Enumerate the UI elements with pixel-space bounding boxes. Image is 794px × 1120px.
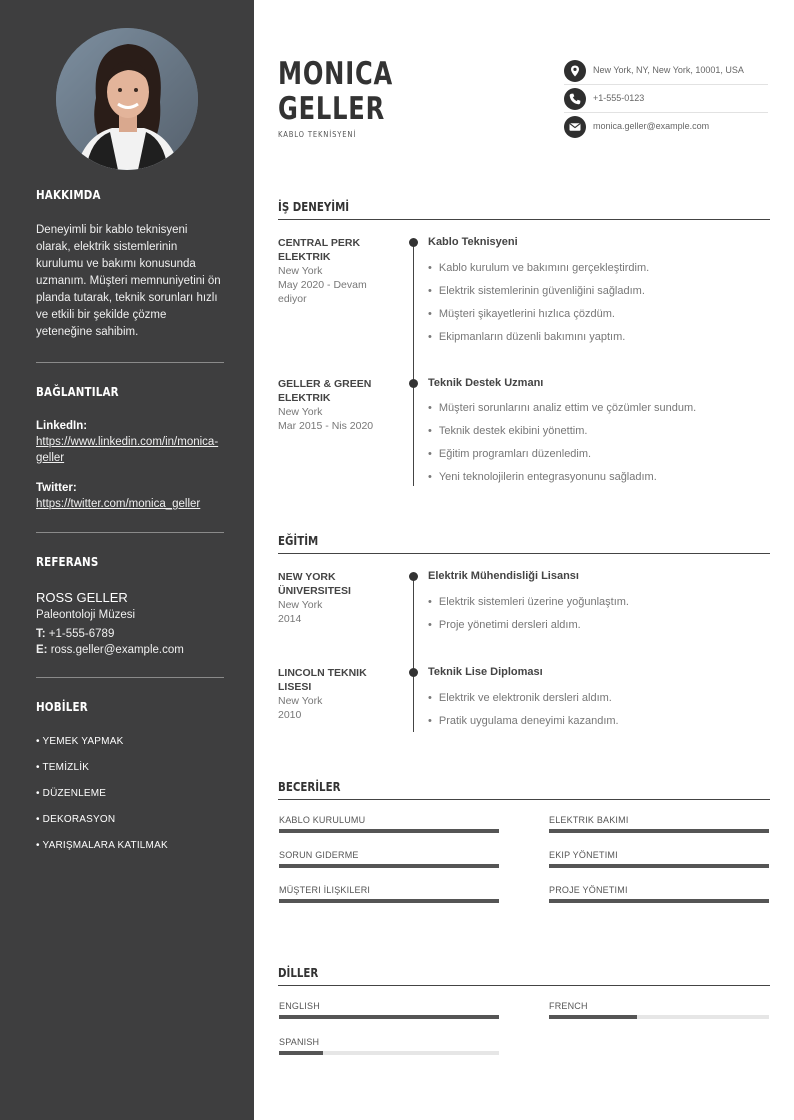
- skill-bar: [279, 899, 499, 903]
- contact-phone-row: [564, 87, 768, 113]
- envelope-icon: [564, 116, 586, 138]
- skill-bar: [549, 864, 769, 868]
- org-name: CENTRAL PERK ELEKTRIK: [278, 237, 361, 263]
- experience-bullet: • Kablo kurulum ve bakımını gerçekleştirdim.: [428, 262, 649, 274]
- language-bar-fill: [279, 1015, 499, 1019]
- language-bar: [549, 1015, 769, 1019]
- experience-role: Teknik Destek Uzmanı: [428, 377, 544, 389]
- hobby-item: • YARIŞMALARA KATILMAK: [36, 840, 168, 851]
- divider: [36, 362, 224, 363]
- experience-bullet: • Teknik destek ekibini yönettim.: [428, 425, 587, 437]
- hobby-item: • YEMEK YAPMAK: [36, 736, 124, 747]
- experience-role: Kablo Teknisyeni: [428, 236, 518, 248]
- timeline-dot: [409, 379, 418, 388]
- language-bar-fill: [549, 1015, 637, 1019]
- experience-bullet: • Müşteri şikayetlerini hızlıca çözdüm.: [428, 308, 615, 320]
- links-section: [36, 385, 224, 512]
- contact-email-row: [564, 115, 768, 141]
- about-title: HAKKIMDA: [36, 188, 101, 202]
- hobbies-title: HOBİLER: [36, 700, 88, 714]
- org-name: NEW YORK ÜNIVERSITESI: [278, 571, 351, 597]
- skill-bar: [279, 864, 499, 868]
- contact-address-row: [564, 59, 768, 85]
- org-dates: 2010: [278, 709, 302, 721]
- linkedin-link-block: [36, 420, 224, 466]
- reference-email-label: E:: [36, 644, 48, 656]
- skill-bar: [279, 829, 499, 833]
- job-title: KABLO TEKNİSYENİ: [278, 130, 357, 139]
- skill-label: PROJE YÖNETIMI: [549, 885, 628, 895]
- contact-email: monica.geller@example.com: [593, 121, 710, 131]
- skill-bar-fill: [279, 899, 499, 903]
- language-label: ENGLISH: [279, 1001, 320, 1011]
- divider: [36, 532, 224, 533]
- languages-title: DİLLER: [278, 965, 319, 980]
- language-label: FRENCH: [549, 1001, 588, 1011]
- education-org: [278, 667, 388, 722]
- hobbies-section: [36, 700, 224, 714]
- language-bar-fill: [279, 1051, 323, 1055]
- experience-bullet: • Ekipmanların düzenli bakımını yaptım.: [428, 331, 625, 343]
- sidebar: [0, 0, 254, 1120]
- education-bullet: • Proje yönetimi dersleri aldım.: [428, 619, 581, 631]
- twitter-link-block: [36, 482, 224, 512]
- reference-org: Paleontoloji Müzesi: [36, 609, 136, 621]
- skill-bar-fill: [549, 864, 769, 868]
- linkedin-link[interactable]: https://www.linkedin.com/in/monica-geller: [36, 436, 219, 464]
- reference-email-value: ross.geller@example.com: [50, 644, 184, 656]
- timeline-dot: [409, 668, 418, 677]
- contact-phone: +1-555-0123: [593, 93, 645, 103]
- skill-label: EKIP YÖNETIMI: [549, 850, 618, 860]
- education-degree: Teknik Lise Diploması: [428, 666, 543, 678]
- reference-name: ROSS GELLER: [36, 590, 128, 605]
- org-location: New York: [278, 406, 323, 418]
- experience-bullet: • Yeni teknolojilerin entegrasyonunu sağladım.: [428, 471, 657, 483]
- timeline-dot: [409, 572, 418, 581]
- last-name: GELLER: [278, 91, 386, 127]
- education-timeline: [413, 577, 414, 732]
- skill-bar: [549, 829, 769, 833]
- org-location: New York: [278, 265, 323, 277]
- reference-phone: [36, 626, 224, 642]
- language-bar: [279, 1051, 499, 1055]
- education-bullet: • Pratik uygulama deneyimi kazandım.: [428, 715, 619, 727]
- skill-label: ELEKTRIK BAKIMI: [549, 815, 629, 825]
- phone-icon: [564, 88, 586, 110]
- twitter-link[interactable]: https://twitter.com/monica_geller: [36, 498, 201, 510]
- divider: [36, 677, 224, 678]
- education-bullet: • Elektrik ve elektronik dersleri aldım.: [428, 692, 612, 704]
- skill-bar-fill: [549, 829, 769, 833]
- hobby-item: • DÜZENLEME: [36, 788, 107, 799]
- timeline-dot: [409, 238, 418, 247]
- hobby-item: • TEMİZLİK: [36, 762, 90, 773]
- section-rule: [278, 553, 770, 554]
- experience-title: İŞ DENEYİMİ: [278, 199, 350, 214]
- about-text: Deneyimli bir kablo teknisyeni olarak, elektrik sistemlerinin kurulumu ve bakımı konusunda uzmanım. Müşteri memnuniyetini ön planda tutarak, teknik sorunları hızlı ve etkili bir şekilde çözme yeteneğine sahibim.: [36, 224, 221, 338]
- reference-phone-label: T:: [36, 628, 46, 640]
- experience-bullet: • Müşteri sorunlarını analiz ettim ve çözümler sundum.: [428, 402, 696, 414]
- org-location: New York: [278, 599, 323, 611]
- section-rule: [278, 799, 770, 800]
- twitter-label: Twitter:: [36, 482, 77, 494]
- section-rule: [278, 985, 770, 986]
- skill-bar-fill: [279, 864, 499, 868]
- experience-org: [278, 378, 388, 433]
- profile-photo: [56, 28, 198, 170]
- skills-title: BECERİLER: [278, 779, 341, 794]
- about-section: [36, 188, 224, 341]
- org-dates: 2014: [278, 613, 302, 625]
- org-name: GELLER & GREEN ELEKTRIK: [278, 378, 372, 404]
- references-section: [36, 555, 224, 658]
- experience-timeline: [413, 243, 414, 486]
- experience-bullet: • Eğitim programları düzenledim.: [428, 448, 591, 460]
- skill-bar: [549, 899, 769, 903]
- education-bullet: • Elektrik sistemleri üzerine yoğunlaştım.: [428, 596, 629, 608]
- org-location: New York: [278, 695, 323, 707]
- experience-org: [278, 237, 388, 306]
- reference-email: [36, 642, 224, 658]
- skill-bar-fill: [279, 829, 499, 833]
- education-org: [278, 571, 388, 626]
- org-dates: Mar 2015 - Nis 2020: [278, 420, 374, 432]
- skill-label: KABLO KURULUMU: [279, 815, 366, 825]
- location-pin-icon: [564, 60, 586, 82]
- language-bar: [279, 1015, 499, 1019]
- contact-address: New York, NY, New York, 10001, USA: [593, 65, 744, 75]
- first-name: MONICA: [278, 56, 394, 92]
- references-title: REFERANS: [36, 555, 99, 569]
- language-label: SPANISH: [279, 1037, 320, 1047]
- skill-label: MÜŞTERI İLIŞKILERI: [279, 885, 371, 895]
- education-title: EĞİTİM: [278, 533, 319, 548]
- hobby-item: • DEKORASYON: [36, 814, 116, 825]
- reference-phone-value: +1-555-6789: [48, 628, 115, 640]
- org-name: LINCOLN TEKNIK LISESI: [278, 667, 367, 693]
- links-title: BAĞLANTILAR: [36, 385, 119, 399]
- section-rule: [278, 219, 770, 220]
- skill-label: SORUN GIDERME: [279, 850, 359, 860]
- skill-bar-fill: [549, 899, 769, 903]
- education-degree: Elektrik Mühendisliği Lisansı: [428, 570, 579, 582]
- org-dates: May 2020 - Devam ediyor: [278, 279, 367, 305]
- linkedin-label: LinkedIn:: [36, 420, 88, 432]
- experience-bullet: • Elektrik sistemlerinin güvenliğini sağladım.: [428, 285, 645, 297]
- avatar: [56, 28, 198, 170]
